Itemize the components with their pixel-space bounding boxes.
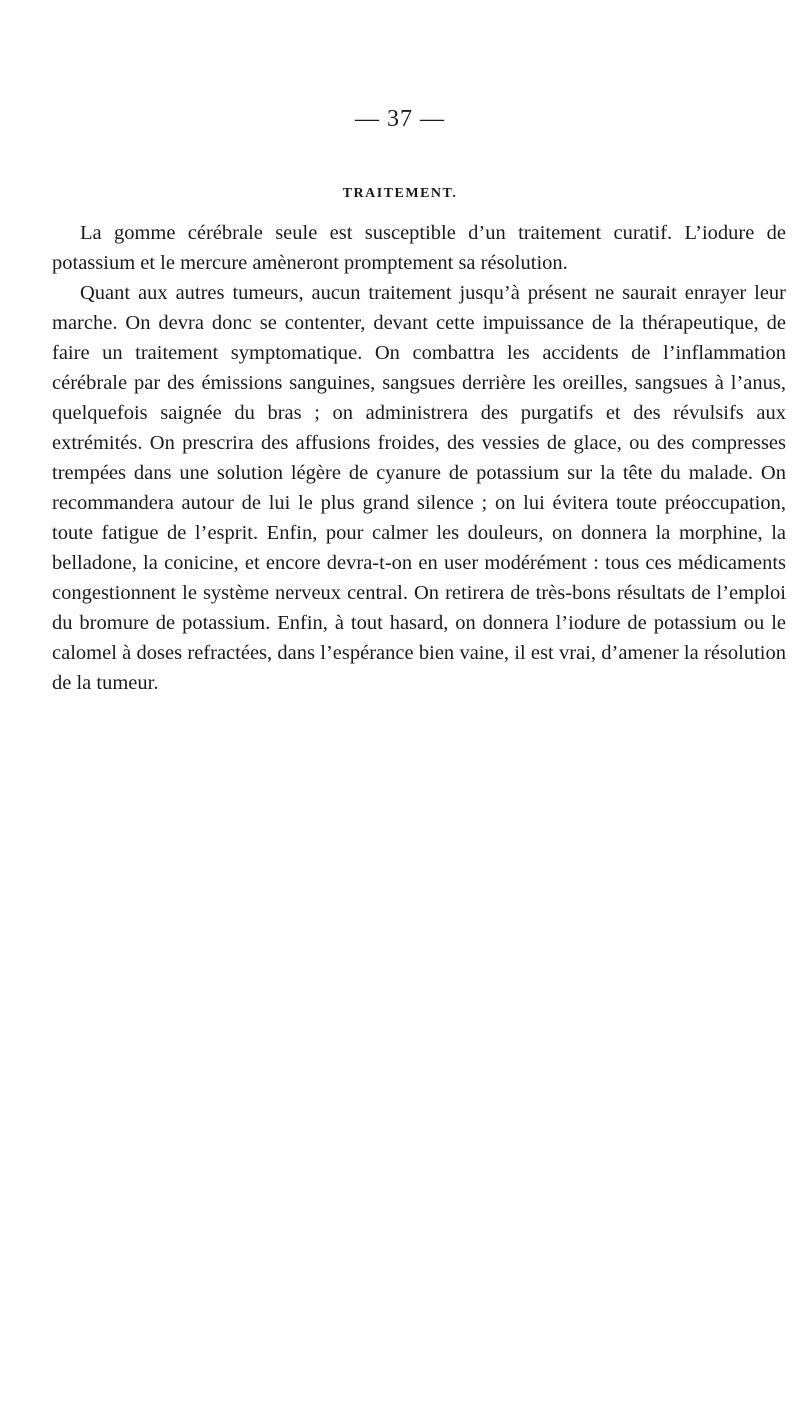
page-number: — 37 — — [355, 106, 445, 132]
body-text — [52, 218, 786, 698]
paragraph: La gomme cérébrale seule est susceptible d’un traitement curatif. L’iodure de potassium et le mercure amèneront promptement sa résolution. — [52, 222, 786, 274]
section-title: TRAITEMENT. — [342, 186, 458, 201]
paragraph: Quant aux autres tumeurs, aucun traitement jusqu’à présent ne saurait enrayer leur marche. On devra donc se contenter, devant cette impuissance de la thérapeutique, de faire un traitement symptomatique. On combattra les accidents de l’inflammation cérébrale par des émissions sanguines, sangsues derrière les oreilles, sangsues à l’anus, quelquefois saignée du bras ; on administrera des purgatifs et des révulsifs aux extrémités. On prescrira des affusions froides, des vessies de glace, ou des compresses trempées dans une solution légère de cyanure de potassium sur la tête du malade. On recommandera autour de lui le plus grand silence ; on lui évitera toute préoccupation, toute fatigue de l’esprit. Enfin, pour calmer les douleurs, on donnera la morphine, la belladone, la conicine, et encore devra-t-on en user modérément : tous ces médicaments congestionnent le système nerveux central. On retirera de très-bons résultats de l’emploi du bromure de potassium. Enfin, à tout hasard, on donnera l’iodure de potassium ou le calomel à doses refractées, dans l’espérance bien vaine, il est vrai, d’amener la résolution de la tumeur. — [52, 282, 786, 694]
